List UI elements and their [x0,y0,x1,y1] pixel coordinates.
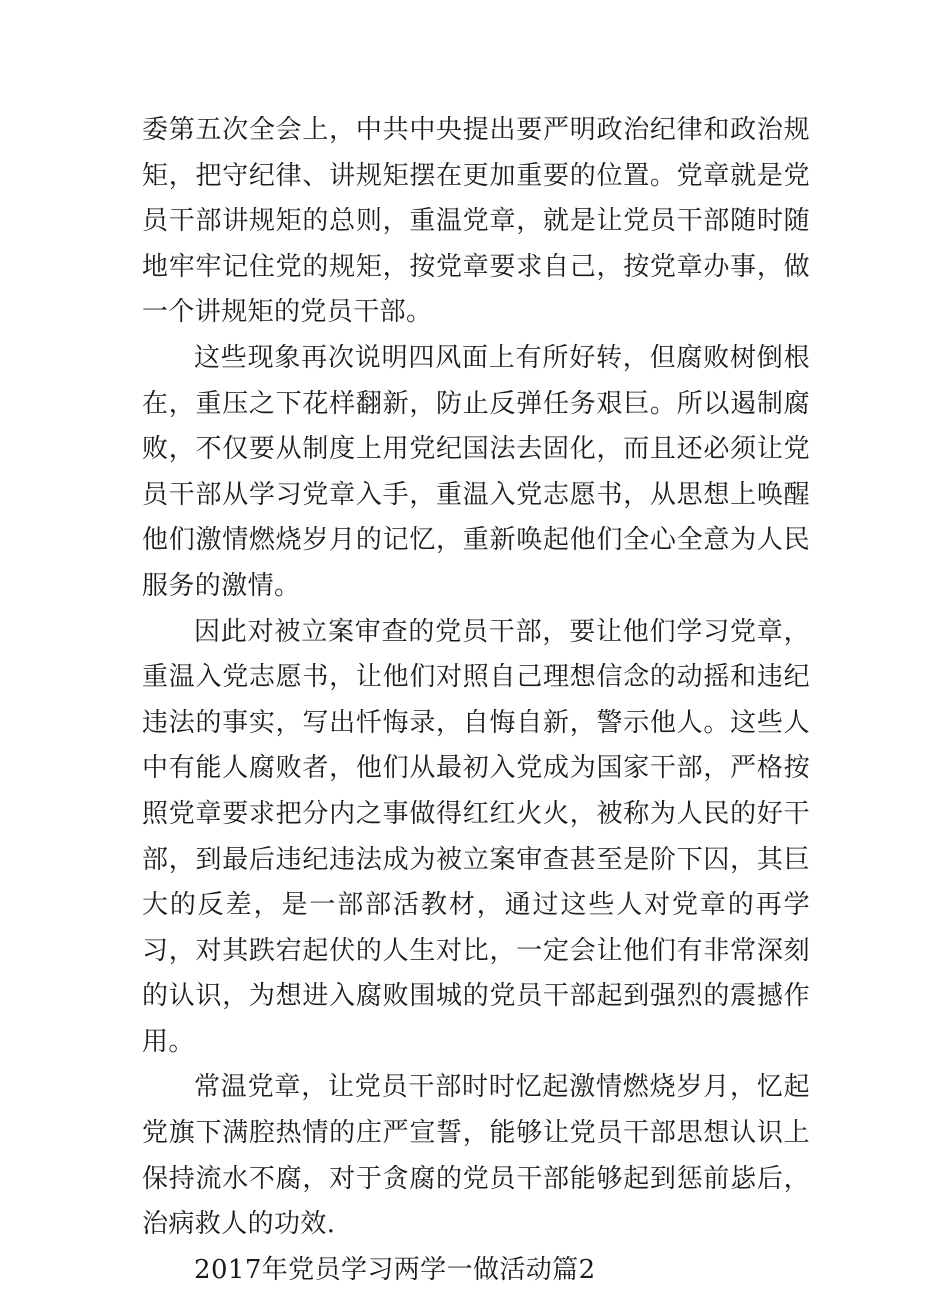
paragraph-3: 因此对被立案审查的党员干部，要让他们学习党章，重温入党志愿书，让他们对照自己理想信念的动摇和违纪违法的事实，写出忏悔录，自悔自新，警示他人。这些人中有能人腐败者，他们从最初入党成为国家干部，严格按照党章要求把分内之事做得红红火火，被称为人民的好干部，到最后违纪违法成为被立案审查甚至是阶下囚，其巨大的反差，是一部部活教材，通过这些人对党章的再学习，对其跌宕起伏的人生对比，一定会让他们有非常深刻的认识，为想进入腐败围城的党员干部起到强烈的震撼作用。 [142,616,810,1057]
document-body [142,108,810,1293]
section-heading: 2017年党员学习两学一做活动篇2 [194,1254,596,1285]
paragraph-2: 这些现象再次说明四风面上有所好转，但腐败树倒根在，重压之下花样翻新，防止反弹任务艰巨。所以遏制腐败，不仅要从制度上用党纪国法去固化，而且还必须让党员干部从学习党章入手，重温入党志愿书，从思想上唤醒他们激情燃烧岁月的记忆，重新唤起他们全心全意为人民服务的激情。 [142,342,810,601]
paragraph-4: 常温党章，让党员干部时时忆起激情燃烧岁月，忆起党旗下满腔热情的庄严宣誓，能够让党员干部思想认识上保持流水不腐，对于贪腐的党员干部能够起到惩前毖后，治病救人的功效. [142,1072,810,1240]
paragraph-1: 委第五次全会上，中共中央提出要严明政治纪律和政治规矩，把守纪律、讲规矩摆在更加重要的位置。党章就是党员干部讲规矩的总则，重温党章，就是让党员干部随时随地牢牢记住党的规矩，按党章要求自己，按党章办事，做一个讲规矩的党员干部。 [142,115,810,328]
